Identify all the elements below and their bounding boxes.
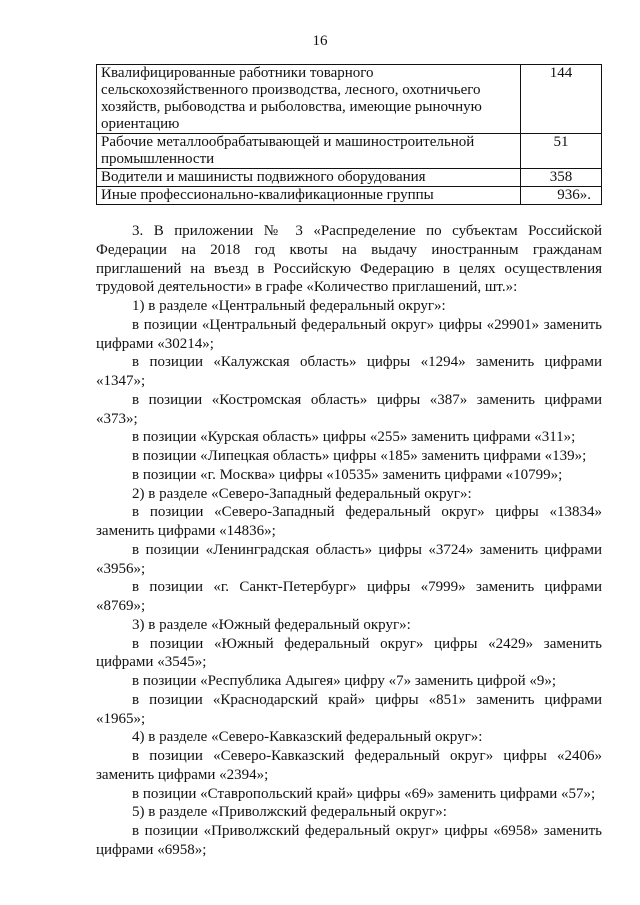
paragraph: в позиции «Южный федеральный округ» цифры «2429» заменить цифрами «3545»; bbox=[96, 635, 602, 671]
table-cell-label: Водители и машинисты подвижного оборудования bbox=[97, 169, 521, 187]
table-row bbox=[97, 169, 602, 187]
paragraph: в позиции «Костромская область» цифры «387» заменить цифрами «373»; bbox=[96, 391, 602, 427]
quota-table bbox=[96, 64, 602, 205]
section-heading: 2) в разделе «Северо-Западный федеральный округ»: bbox=[132, 485, 472, 502]
paragraph: в позиции «Калужская область» цифры «1294» заменить цифрами «1347»; bbox=[96, 354, 602, 389]
section-heading: 3) в разделе «Южный федеральный округ»: bbox=[132, 616, 411, 633]
paragraph: в позиции «Ставропольский край» цифры «69» заменить цифрами «57»; bbox=[132, 785, 596, 802]
page-number: 16 bbox=[312, 33, 328, 49]
paragraph: в позиции «Северо-Западный федеральный округ» цифры «13834» заменить цифрами «14836»; bbox=[96, 504, 602, 539]
table-row bbox=[97, 65, 602, 134]
table-cell-label: Рабочие металлообрабатывающей и машиностроительной промышленности bbox=[97, 134, 521, 169]
paragraph: в позиции «Приволжский федеральный округ» цифры «6958» заменить цифрами «6958»; bbox=[96, 823, 602, 858]
paragraph: в позиции «Северо-Кавказский федеральный округ» цифры «2406» заменить цифрами «2394»; bbox=[96, 748, 602, 783]
table-cell-value: 358 bbox=[521, 169, 602, 187]
section-heading: 4) в разделе «Северо-Кавказский федеральный округ»: bbox=[132, 729, 483, 746]
section-heading: 1) в разделе «Центральный федеральный округ»: bbox=[132, 298, 446, 314]
paragraph: в позиции «г. Санкт-Петербург» цифры «7999» заменить цифрами «8769»; bbox=[96, 579, 602, 614]
paragraph: в позиции «Центральный федеральный округ» цифры «29901» заменить цифрами «30214»; bbox=[96, 316, 602, 352]
paragraph: в позиции «г. Москва» цифры «10535» заменить цифрами «10799»; bbox=[132, 466, 563, 483]
section-heading: 5) в разделе «Приволжский федеральный округ»: bbox=[132, 804, 447, 821]
table-cell-label: Иные профессионально-квалификационные группы bbox=[97, 187, 521, 205]
paragraph: в позиции «Краснодарский край» цифры «851» заменить цифрами «1965»; bbox=[96, 691, 602, 727]
paragraph: в позиции «Республика Адыгея» цифру «7» заменить цифрой «9»; bbox=[132, 673, 557, 689]
table-cell-value: 936». bbox=[521, 187, 602, 205]
document-body bbox=[96, 222, 602, 860]
paragraph: в позиции «Ленинградская область» цифры «3724» заменить цифрами «3956»; bbox=[96, 541, 602, 577]
paragraph: в позиции «Липецкая область» цифры «185» заменить цифрами «139»; bbox=[132, 448, 587, 464]
table-cell-label: Квалифицированные работники товарного сельскохозяйственного производства, лесного, охотничьего хозяйств, рыбоводства и рыболовства, имеющие рыночную ориентацию bbox=[97, 65, 521, 134]
table-row bbox=[97, 187, 602, 205]
paragraph: 3. В приложении № 3 «Распределение по субъектам Российской Федерации на 2018 год квоты на выдачу иностранным гражданам приглашений на въезд в Российскую Федерацию в целях осуществления трудовой деятельности» в графе «Количество приглашений, шт.»: bbox=[96, 223, 602, 296]
table-row bbox=[97, 134, 602, 169]
table-cell-value: 144 bbox=[521, 65, 602, 134]
table-cell-value: 51 bbox=[521, 134, 602, 169]
paragraph: в позиции «Курская область» цифры «255» заменить цифрами «311»; bbox=[132, 429, 576, 446]
